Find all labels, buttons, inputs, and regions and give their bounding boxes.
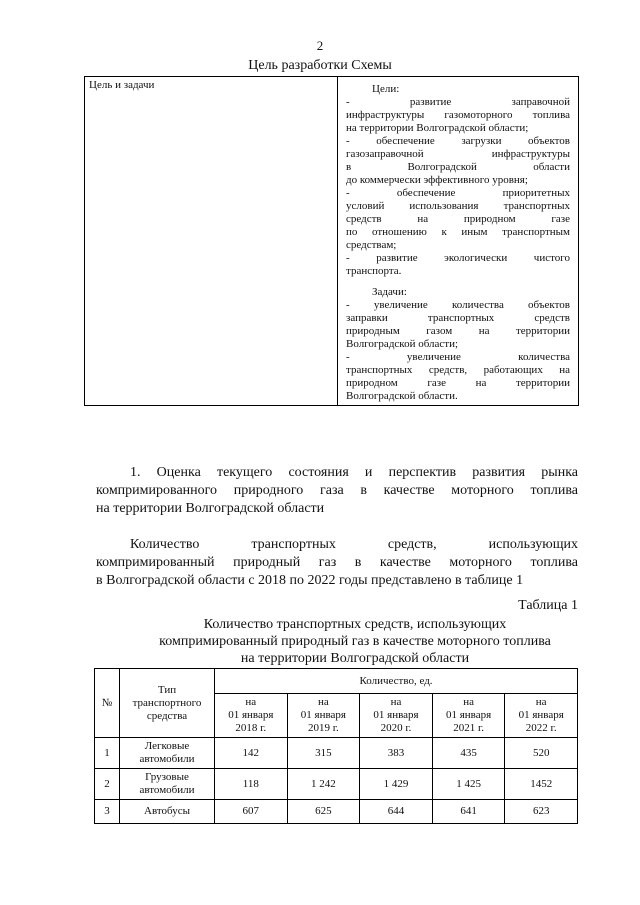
goal-line: транспорта. (346, 265, 402, 277)
page-number: 2 (316, 38, 324, 53)
goal-line: инфраструктуры газомоторного топлива (346, 109, 570, 121)
value-cell: 435 (432, 738, 505, 769)
table-row (95, 769, 578, 800)
goals-table (84, 76, 579, 406)
value-cell: 315 (287, 738, 360, 769)
text-line: 1. Оценка текущего состояния и перспектив развития рынка (130, 465, 578, 480)
vehicle-type: Грузовые автомобили (120, 769, 215, 800)
value-cell: 520 (505, 738, 578, 769)
text-line: компримированного природного газа в качестве моторного топлива (96, 483, 578, 498)
task-line: природным газом на территории (346, 325, 570, 337)
goal-lines (346, 96, 570, 278)
task-line: - увеличение количества (346, 351, 570, 363)
text-line: в Волгоградской области с 2018 по 2022 годы представлено в таблице 1 (96, 573, 524, 588)
tasks-heading: Задачи: (372, 286, 407, 298)
goal-line: по отношению к иным транспортным (346, 226, 570, 238)
task-lines (346, 299, 570, 403)
date-header: на 01 января 2018 г. (215, 694, 288, 738)
goal-line: - обеспечение загрузки объектов (346, 135, 570, 147)
task-line: транспортных средств, работающих на (346, 364, 570, 376)
goal-line: - развитие заправочной (346, 96, 570, 108)
goal-line: до коммерчески эффективного уровня; (346, 174, 528, 186)
date-header: на 01 января 2022 г. (505, 694, 578, 738)
value-cell: 383 (360, 738, 433, 769)
text-line: на территории Волгоградской области (96, 501, 325, 516)
vehicle-type: Легковые автомобили (120, 738, 215, 769)
value-cell: 625 (287, 800, 360, 824)
goals-label: Цель и задачи (85, 77, 338, 406)
goal-line: средствам; (346, 239, 397, 251)
goal-line: газозаправочной инфраструктуры (346, 148, 570, 160)
title-line: Количество транспортных средств, использующих (203, 617, 507, 632)
value-cell: 607 (215, 800, 288, 824)
row-number: 3 (95, 800, 120, 824)
task-line: - увеличение количества объектов (346, 299, 570, 311)
vehicle-type: Автобусы (120, 800, 215, 824)
task-line: Волгоградской области; (346, 338, 459, 350)
goals-heading: Цели: (372, 83, 400, 95)
value-cell: 1 242 (287, 769, 360, 800)
text-line: Количество транспортных средств, использующих (130, 537, 578, 552)
goal-line: условий использования транспортных (346, 200, 570, 212)
goal-line: - обеспечение приоритетных (346, 187, 570, 199)
title-line: компримированный природный газ в качестве моторного топлива (159, 634, 551, 649)
task-line: Волгоградской области. (346, 390, 458, 402)
intro-paragraph (96, 536, 578, 590)
table-title (130, 616, 580, 667)
vehicles-table (94, 668, 578, 824)
table-row (95, 738, 578, 769)
col-type-header: Тип транспортного средства (120, 669, 215, 738)
table-row (95, 800, 578, 824)
goal-line: средств на природном газе (346, 213, 570, 225)
goals-content (338, 77, 579, 406)
task-line: природном газе на территории (346, 377, 570, 389)
table-number: Таблица 1 (518, 598, 578, 613)
section-1-heading (96, 464, 578, 518)
value-cell: 118 (215, 769, 288, 800)
col-quantity-header: Количество, ед. (215, 669, 578, 694)
title-line: на территории Волгоградской области (240, 651, 470, 666)
value-cell: 1 429 (360, 769, 433, 800)
goal-line: на территории Волгоградской области; (346, 122, 529, 134)
row-number: 2 (95, 769, 120, 800)
value-cell: 142 (215, 738, 288, 769)
section-title: Цель разработки Схемы (248, 58, 392, 73)
goal-line: в Волгоградской области (346, 161, 570, 173)
value-cell: 644 (360, 800, 433, 824)
row-number: 1 (95, 738, 120, 769)
value-cell: 1 425 (432, 769, 505, 800)
value-cell: 641 (432, 800, 505, 824)
date-header: на 01 января 2021 г. (432, 694, 505, 738)
date-header: на 01 января 2020 г. (360, 694, 433, 738)
date-header: на 01 января 2019 г. (287, 694, 360, 738)
text-line: компримированный природный газ в качестве моторного топлива (96, 555, 578, 570)
value-cell: 623 (505, 800, 578, 824)
value-cell: 1452 (505, 769, 578, 800)
goal-line: - развитие экологически чистого (346, 252, 570, 264)
task-line: заправки транспортных средств (346, 312, 570, 324)
col-number-header: № (95, 669, 120, 738)
